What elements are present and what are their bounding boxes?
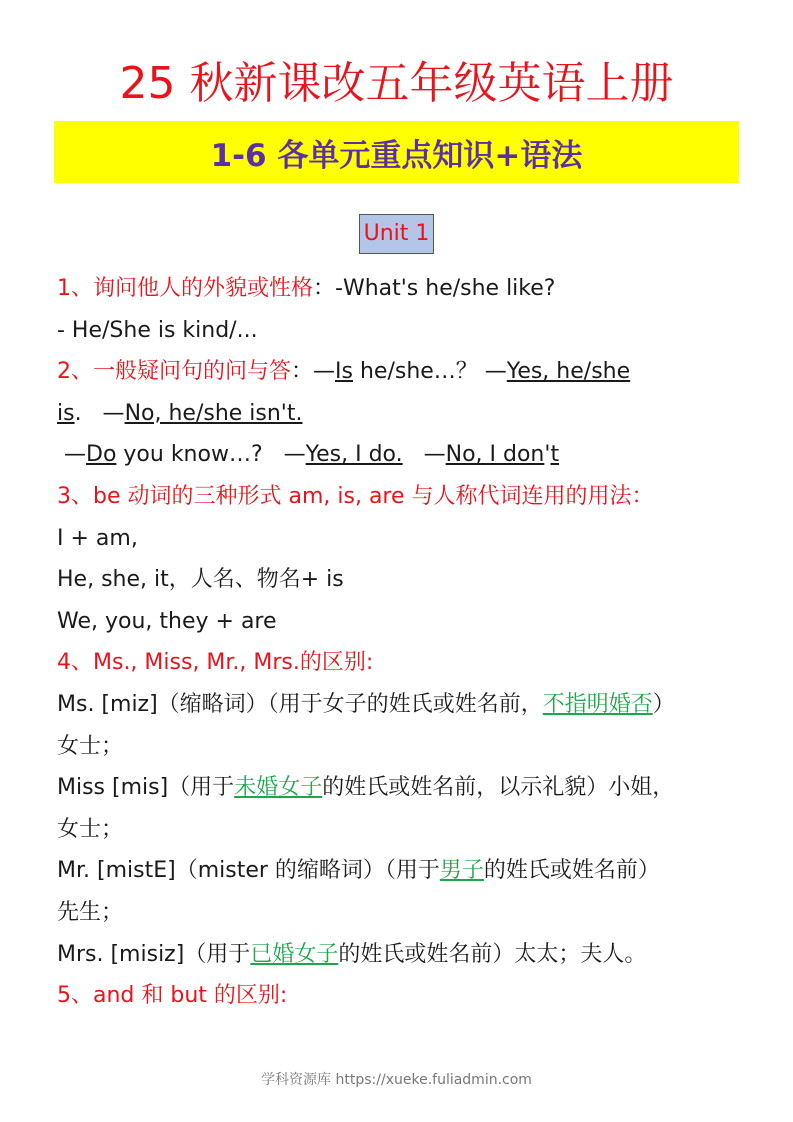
section-5-heading: 5、and 和 but 的区别: [57,983,288,1009]
banner-text: 1-6 各单元重点知识+语法 [210,137,583,174]
text-run: 的姓氏或姓名前，以示礼貌）小姐， [322,775,675,801]
text-run: ） [652,691,675,717]
text-run: 的姓氏或姓名前） [483,858,660,884]
text-run: ' [544,442,551,468]
text-run: you know…? — [116,442,306,468]
subtitle-banner [54,121,739,183]
text-run: Mrs. [misiz]（用于 [57,941,251,967]
ms-definition [57,684,757,726]
mrs-definition [57,934,757,976]
underlined-text: No, he/she isn't. [124,400,303,426]
section-3-rule-3: We, you, they + are [57,608,277,634]
highlight-text: 不指明婚否 [542,691,653,717]
section-2-heading: 2、一般疑问句的问与答 [57,359,291,385]
highlight-text: 已婚女子 [250,941,339,967]
unit-heading: Unit 1 [359,214,435,254]
text-run: Ms. [miz]（缩略词）（用于女子的姓氏或姓名前， [57,691,543,717]
mr-meaning: 先生； [57,899,124,925]
underlined-text: Yes, I do. [305,442,403,468]
ms-meaning: 女士； [57,733,124,759]
section-2-line-3 [57,434,757,476]
section-3-rule-2: He, she, it，人名、物名+ is [57,567,344,593]
text-run: — [402,442,446,468]
section-2-line-2 [57,393,757,435]
underlined-text: is [57,400,75,426]
underlined-text: t [550,442,560,468]
underlined-text: Is [335,359,353,385]
unit-heading-wrap [0,214,793,254]
page-footer: 学科资源库 https://xueke.fuliadmin.com [261,1072,532,1088]
underlined-text: Yes, he/she [506,359,631,385]
text-run: he/she…？ — [352,359,507,385]
document-body [57,268,757,1017]
text-run: Miss [mis]（用于 [57,775,235,801]
section-3-heading: 3、be 动词的三种形式 am, is, are 与人称代词连用的用法： [57,483,654,509]
section-3-rule-1: I + am, [57,525,138,551]
section-1-question: ：-What's he/she like? [313,276,556,301]
page-title: 25 秋新课改五年级英语上册 [119,58,674,109]
underlined-text: Do [86,442,117,468]
highlight-text: 男子 [439,858,484,884]
text-run: . — [74,400,125,426]
underlined-text: No, I don [445,442,545,468]
miss-meaning: 女士； [57,816,124,842]
section-1-line [57,268,757,310]
section-4-heading: 4、Ms., Miss, Mr., Mrs.的区别: [57,650,374,676]
text-run: ：— [291,359,336,385]
section-2-line-1 [57,351,757,393]
text-run: Mr. [mistE]（mister 的缩略词）（用于 [57,858,440,884]
text-run: — [57,442,86,468]
section-1-answer: - He/She is kind/... [57,317,258,343]
text-run: 的姓氏或姓名前）太太；夫人。 [338,941,647,967]
section-1-heading: 1、询问他人的外貌或性格 [57,276,313,301]
highlight-text: 未婚女子 [234,775,323,801]
mr-definition [57,850,757,892]
miss-definition [57,767,757,809]
